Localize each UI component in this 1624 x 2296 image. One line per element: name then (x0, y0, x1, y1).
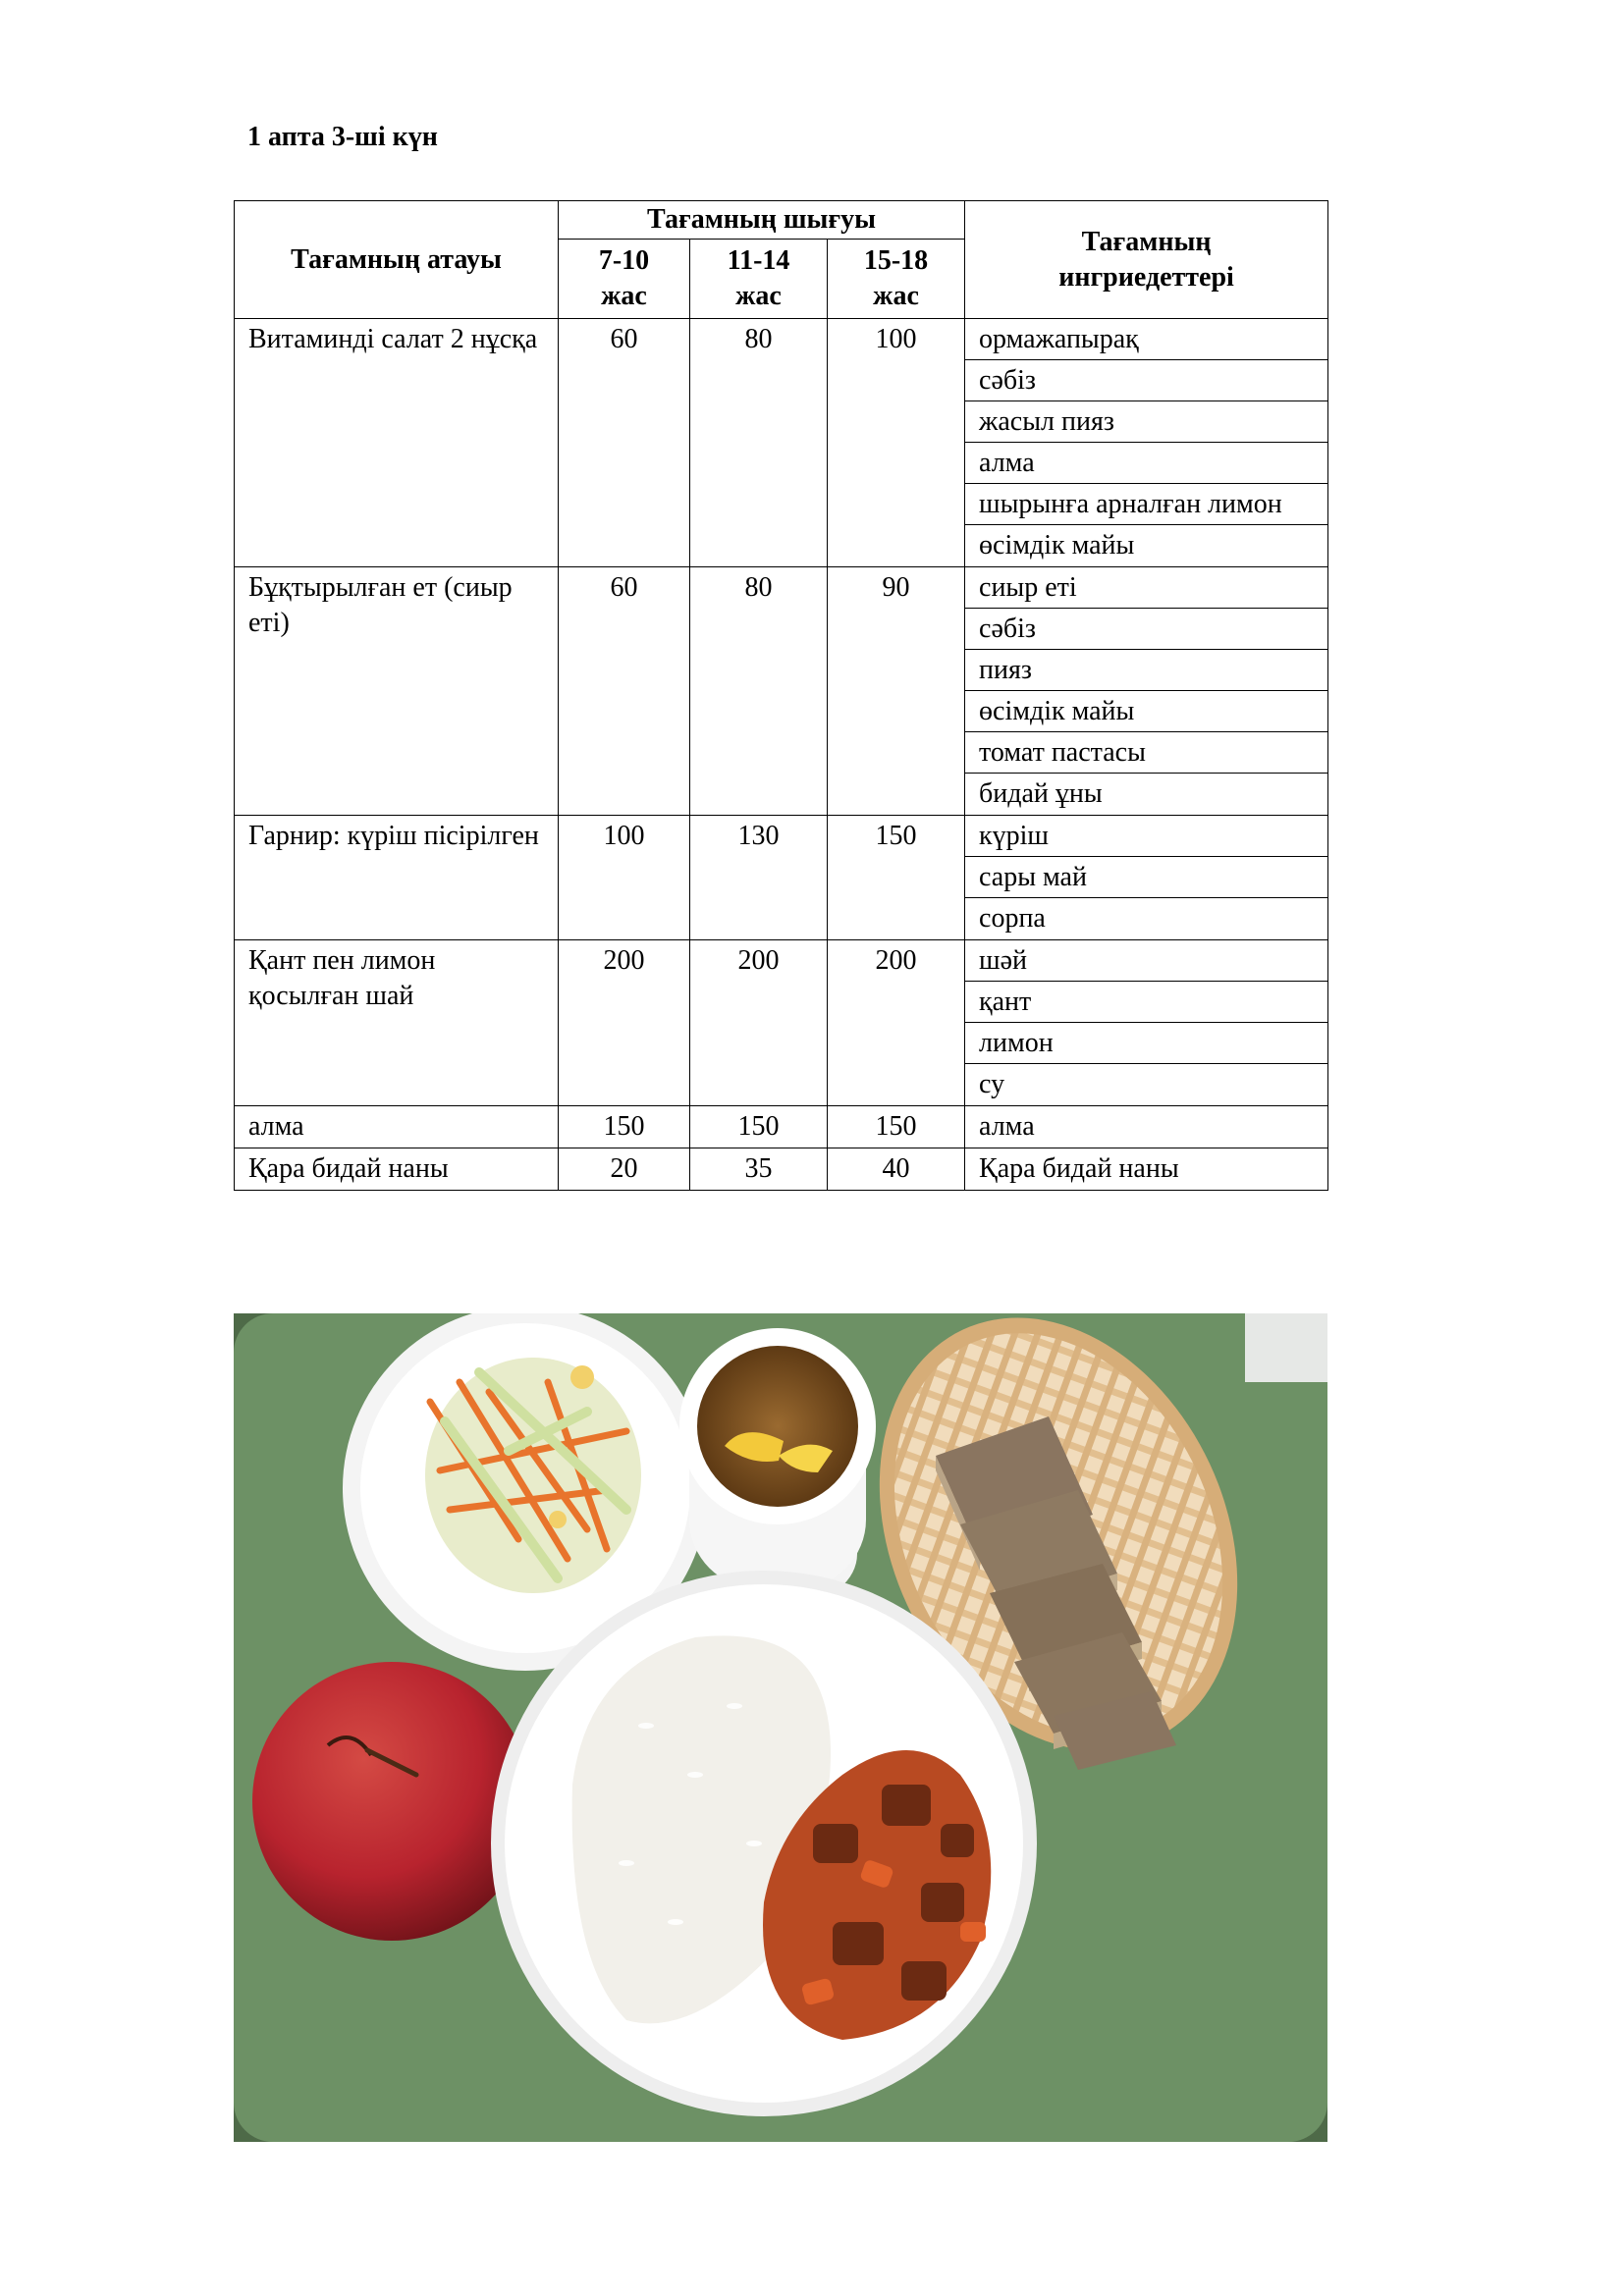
main-plate (491, 1571, 1037, 2116)
ingredients-cell (965, 319, 1328, 567)
ingredient-item: жасыл пияз (965, 401, 1327, 443)
dish-name: Витаминді салат 2 нұсқа (235, 319, 559, 567)
ingredient-item: қант (965, 982, 1327, 1023)
portion-value: 150 (690, 1106, 828, 1148)
ingredient-item: алма (979, 1111, 1035, 1142)
ingredient-item: бидай ұны (979, 778, 1103, 809)
ingredient-item: пияз (965, 650, 1327, 691)
ingredient-item: сиыр еті (965, 567, 1327, 609)
header-dish-name: Тағамның атауы (235, 201, 559, 319)
portion-value: 60 (559, 319, 690, 567)
ingredient-item: томат пастасы (965, 732, 1327, 774)
ingredient-item: күріш (965, 816, 1327, 857)
ingredient-item: сорпа (979, 903, 1046, 934)
portion-value: 80 (690, 319, 828, 567)
menu-row (235, 1148, 1328, 1191)
portion-value: 60 (559, 567, 690, 816)
portion-value: 100 (559, 816, 690, 940)
ingredient-item: алма (965, 443, 1327, 484)
lunch-photo (234, 1313, 1327, 2142)
dish-name: Гарнир: күріш пісірілген (235, 816, 559, 940)
portion-value: 150 (828, 816, 965, 940)
header-age-7-10: 7-10 жас (559, 240, 690, 319)
ingredient-item: сары май (965, 857, 1327, 898)
header-age-11-14: 11-14 жас (690, 240, 828, 319)
menu-row (235, 1106, 1328, 1148)
portion-value: 150 (828, 1106, 965, 1148)
header-output: Тағамның шығуы (559, 201, 965, 240)
menu-row (235, 567, 1328, 816)
ingredient-item: шырынға арналған лимон (965, 484, 1327, 525)
portion-value: 200 (559, 940, 690, 1106)
dish-name: алма (235, 1106, 559, 1148)
dish-name: Бұқтырылған ет (сиыр еті) (235, 567, 559, 816)
portion-value: 200 (690, 940, 828, 1106)
page-title: 1 апта 3-ші күн (247, 122, 438, 152)
ingredient-item: шәй (965, 940, 1327, 982)
portion-value: 150 (559, 1106, 690, 1148)
portion-value: 130 (690, 816, 828, 940)
ingredients-cell (965, 1106, 1328, 1148)
portion-value: 20 (559, 1148, 690, 1191)
ingredient-item: сәбіз (965, 360, 1327, 401)
ingredient-item: Қара бидай наны (979, 1153, 1179, 1184)
portion-value: 40 (828, 1148, 965, 1191)
ingredient-item: өсімдік майы (979, 530, 1135, 561)
ingredients-cell (965, 940, 1328, 1106)
menu-row (235, 319, 1328, 567)
ingredients-cell (965, 816, 1328, 940)
apple (252, 1662, 531, 1941)
ingredients-cell (965, 567, 1328, 816)
tea-cup (679, 1328, 876, 1593)
menu-table (234, 200, 1328, 1191)
portion-value: 90 (828, 567, 965, 816)
header-age-15-18: 15-18 жас (828, 240, 965, 319)
ingredient-item: су (979, 1069, 1005, 1099)
portion-value: 80 (690, 567, 828, 816)
ingredients-cell (965, 1148, 1328, 1191)
menu-row (235, 940, 1328, 1106)
header-ingredients: Тағамның ингриедеттері (965, 201, 1328, 319)
ingredient-item: өсімдік майы (965, 691, 1327, 732)
portion-value: 100 (828, 319, 965, 567)
portion-value: 35 (690, 1148, 828, 1191)
ingredient-item: лимон (965, 1023, 1327, 1064)
dish-name: Қара бидай наны (235, 1148, 559, 1191)
dish-name: Қант пен лимон қосылған шай (235, 940, 559, 1106)
ingredient-item: сәбіз (965, 609, 1327, 650)
menu-row (235, 816, 1328, 940)
portion-value: 200 (828, 940, 965, 1106)
ingredient-item: ормажапырақ (965, 319, 1327, 360)
